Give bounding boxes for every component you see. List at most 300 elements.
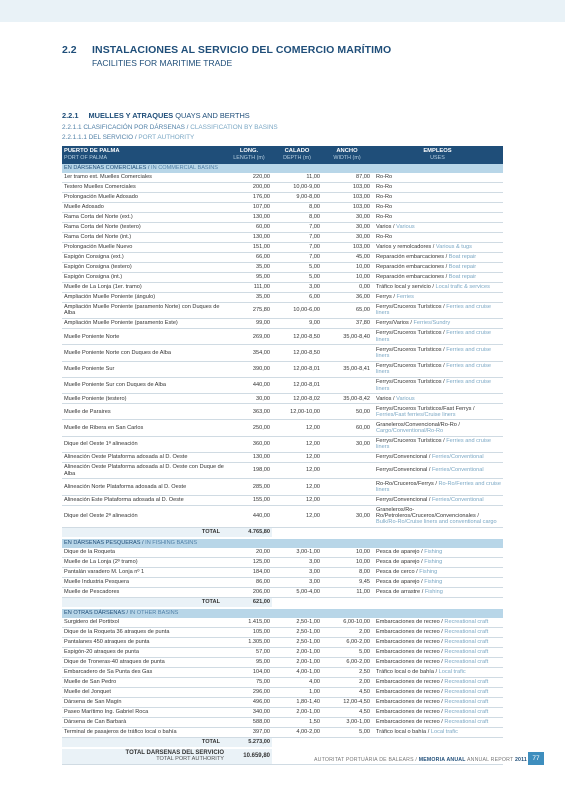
footer-report: MEMORIA ANUAL — [418, 757, 466, 763]
uses-value: Pesca de aparejo / Fishing — [372, 548, 503, 557]
uses-value: Ferrys/Cruceros Turísticos / Ferries and cruise liners — [372, 377, 503, 393]
use-en: Recreational craft — [444, 629, 489, 636]
section-title-en: IN FISHING BASINS — [145, 540, 198, 547]
use-es: Varios y remolcadores — [376, 244, 432, 251]
use-es: Varios — [376, 224, 392, 231]
grand-total-value: 10.659,80 — [226, 749, 272, 765]
table-row — [62, 377, 503, 393]
depth-value: 10,00-9,00 — [272, 182, 322, 192]
depth-value: 7,00 — [272, 242, 322, 252]
total-filler — [272, 737, 503, 746]
berth-name: Dique del Oeste 2ª alineación — [62, 505, 226, 528]
total-value: 621,00 — [226, 598, 272, 607]
table-row — [62, 627, 503, 637]
table-row — [62, 394, 503, 404]
berth-name: Alineación Este Plataforma adosada al D. Oeste — [62, 495, 226, 505]
berth-name: Muelle del Jonquet — [62, 687, 226, 697]
width-value: 0,00 — [322, 282, 372, 292]
depth-value: 4,00 — [272, 677, 322, 687]
length-value: 66,00 — [226, 252, 272, 262]
section-title-en: IN COMMERCIAL BASINS — [151, 165, 218, 172]
uses-value — [372, 182, 503, 192]
length-value: 105,00 — [226, 627, 272, 637]
length-value: 440,00 — [226, 505, 272, 528]
grand-total-label-es: TOTAL DÁRSENAS DEL SERVICIO — [125, 750, 224, 757]
use-es: Ferrys/Convencional — [376, 496, 428, 503]
length-value: 35,00 — [226, 262, 272, 272]
length-value: 206,00 — [226, 588, 272, 598]
use-es: Ferrys/Cruceros Turísticos — [376, 330, 442, 337]
width-value: 6,00-2,00 — [322, 657, 372, 667]
use-es: Reparación embarcaciones — [376, 274, 445, 281]
depth-value: 12,00-8,50 — [272, 329, 322, 345]
total-filler — [272, 528, 503, 537]
berth-name: Rama Corta del Norte (int.) — [62, 232, 226, 242]
table-row — [62, 329, 503, 345]
use-en: Ferries and cruise liners — [376, 362, 492, 376]
table-row — [62, 505, 503, 528]
width-value: 37,80 — [322, 319, 372, 329]
uses-value: Embarcaciones de recreo / Recreational craft — [372, 687, 503, 697]
uses-value: Varios / Various — [372, 394, 503, 404]
uses-value: Reparación embarcaciones / Boat repair — [372, 272, 503, 282]
use-es: Ro-Ro — [376, 194, 393, 201]
use-en: Ferries and cruise liners — [376, 330, 492, 343]
berth-name: Ampliación Muelle Poniente (paramento Norte) con Duques de Alba — [62, 302, 226, 318]
depth-value: 2,00-1,00 — [272, 647, 322, 657]
length-value: 184,00 — [226, 568, 272, 578]
table-row — [62, 558, 503, 568]
depth-value: 12,00-8,02 — [272, 394, 322, 404]
total-row — [62, 528, 503, 537]
use-es: Pesca de aparejo — [376, 549, 420, 556]
uses-value: Graneleros/Ro-Ro/Petroleros/Cruceros/Convencionales / Bulk/Ro-Ro/Cruise liners and conventional cargo — [372, 505, 503, 528]
berth-name: Paseo Marítimo Ing. Gabriel Roca — [62, 707, 226, 717]
uses-value: Reparación embarcaciones / Boat repair — [372, 262, 503, 272]
depth-value: 4,00-2,00 — [272, 727, 322, 737]
use-es: Ferrys/Convencional — [376, 454, 428, 461]
berth-name: Espigón Consigna (testero) — [62, 262, 226, 272]
total-label: TOTAL — [62, 737, 226, 746]
length-value: 111,00 — [226, 282, 272, 292]
use-es: Ro-Ro — [376, 174, 393, 181]
depth-value: 12,00 — [272, 479, 322, 495]
depth-value: 3,00 — [272, 558, 322, 568]
use-en: Ferries/Sundry — [413, 320, 451, 327]
uses-value: Ferrys/Cruceros Turísticos/Fast Ferrys / Ferries/Fast ferries/Cruise liners — [372, 404, 503, 420]
width-value — [322, 377, 372, 393]
length-value: 95,00 — [226, 657, 272, 667]
berth-name: Muelle de La Lonja (1er. tramo) — [62, 282, 226, 292]
use-es: Embarcaciones de recreo — [376, 639, 440, 646]
subsection-number: 2.2.1 — [62, 111, 79, 120]
section-title: EN DÁRSENAS COMERCIALES / IN COMMERCIAL BASINS — [62, 164, 503, 173]
length-value: 198,00 — [226, 462, 272, 478]
berth-name: Pantalanes 450 atraques de punta — [62, 637, 226, 647]
table-row — [62, 252, 503, 262]
table-row — [62, 192, 503, 202]
width-value: 11,00 — [322, 588, 372, 598]
width-value — [322, 453, 372, 463]
use-en: Recreational craft — [444, 709, 489, 716]
width-value: 10,00 — [322, 558, 372, 568]
total-value: 5.273,00 — [226, 737, 272, 746]
length-value: 1.305,00 — [226, 637, 272, 647]
uses-value — [372, 173, 503, 182]
depth-value: 3,00 — [272, 578, 322, 588]
use-es: Reparación embarcaciones — [376, 264, 445, 271]
use-en: Recreational craft — [444, 699, 489, 706]
width-value: 30,00 — [322, 212, 372, 222]
section-title: INSTALACIONES AL SERVICIO DEL COMERCIO MARÍTIMO — [92, 44, 392, 56]
total-value: 4.765,80 — [226, 528, 272, 537]
use-en: Fishing — [424, 579, 443, 586]
depth-value: 12,00 — [272, 505, 322, 528]
berth-name: Muelle de Ribera en San Carlos — [62, 420, 226, 436]
use-en: Various — [396, 224, 415, 231]
berth-name: Dársena de Can Barbarà — [62, 717, 226, 727]
berth-name: Prolongación Muelle Adosado — [62, 192, 226, 202]
section-number: 2.2 — [62, 44, 77, 56]
use-es: Ro-Ro — [376, 184, 393, 191]
depth-value: 7,00 — [272, 252, 322, 262]
length-value: 220,00 — [226, 173, 272, 182]
use-en: Local trafic — [438, 669, 466, 676]
width-value: 6,00-10,00 — [322, 618, 372, 627]
depth-value: 7,00 — [272, 232, 322, 242]
section-title-en: IN OTHER BASINS — [129, 610, 179, 617]
width-value: 10,00 — [322, 548, 372, 557]
width-value — [322, 495, 372, 505]
width-value: 50,00 — [322, 404, 372, 420]
length-value: 75,00 — [226, 677, 272, 687]
service-label-en: PORT AUTHORITY — [138, 134, 195, 141]
table-header — [62, 146, 503, 164]
depth-value: 4,00-1,00 — [272, 667, 322, 677]
footer — [314, 757, 527, 763]
uses-value: Embarcaciones de recreo / Recreational craft — [372, 618, 503, 627]
berth-name: Muelle Industria Pesquera — [62, 578, 226, 588]
section-subtitle: FACILITIES FOR MARITIME TRADE — [92, 58, 233, 68]
berth-name: Terminal de pasajeros de tráfico local o bahía — [62, 727, 226, 737]
uses-value: Embarcaciones de recreo / Recreational craft — [372, 717, 503, 727]
use-es: Varios — [376, 395, 392, 402]
uses-value — [372, 192, 503, 202]
use-es: Embarcaciones de recreo — [376, 679, 440, 686]
width-value: 6,00-2,00 — [322, 637, 372, 647]
uses-value: Ferrys/Convencional / Ferries/Conventional — [372, 495, 503, 505]
table-row — [62, 319, 503, 329]
width-value: 36,00 — [322, 292, 372, 302]
berth-name: Espigón-20 atraques de punta — [62, 647, 226, 657]
depth-value: 5,00 — [272, 262, 322, 272]
use-en: Fishing — [424, 559, 443, 566]
use-es: Ferrys/Cruceros Turísticos — [376, 346, 442, 353]
use-en: Ro-Ro/Ferries and cruise liners — [376, 480, 501, 493]
use-es: Embarcaciones de recreo — [376, 629, 440, 636]
use-es: Ferrys/Cruceros Turísticos — [376, 362, 442, 369]
uses-value — [372, 232, 503, 242]
col-header-width: ANCHO WIDTH (m) — [322, 146, 372, 164]
use-es: Pesca de aparejo — [376, 579, 420, 586]
use-es: Embarcaciones de recreo — [376, 619, 440, 626]
berth-name: Muelle Poniente Sur con Duques de Alba — [62, 377, 226, 393]
use-en: Boat repair — [448, 264, 477, 271]
width-value — [322, 462, 372, 478]
width-value: 30,00 — [322, 505, 372, 528]
table-row — [62, 292, 503, 302]
use-en: Fishing — [419, 569, 438, 576]
table-row — [62, 242, 503, 252]
berth-name: Alineación Oeste Plataforma adosada al D. Oeste con Duque de Alba — [62, 462, 226, 478]
top-band — [0, 0, 565, 22]
table-row — [62, 588, 503, 598]
width-value: 10,00 — [322, 262, 372, 272]
width-value: 2,00 — [322, 627, 372, 637]
uses-value: Reparación embarcaciones / Boat repair — [372, 252, 503, 262]
width-value: 45,00 — [322, 252, 372, 262]
depth-value: 5,00 — [272, 272, 322, 282]
width-value: 87,00 — [322, 173, 372, 182]
table-row — [62, 707, 503, 717]
length-value: 296,00 — [226, 687, 272, 697]
uses-value: Graneleros/Convencional/Ro-Ro / Cargo/Conventional/Ro-Ro — [372, 420, 503, 436]
total-filler — [272, 598, 503, 607]
section-title-es: EN DÁRSENAS COMERCIALES — [64, 165, 147, 172]
use-en: Ferries/Conventional — [431, 467, 484, 474]
length-value: 99,00 — [226, 319, 272, 329]
length-value: 107,00 — [226, 202, 272, 212]
col-header-length: LONG. LENGTH (m) — [226, 146, 272, 164]
width-value: 103,00 — [322, 192, 372, 202]
length-value: 269,00 — [226, 329, 272, 345]
berth-name: Dique del Oeste 1ª alineación — [62, 436, 226, 452]
depth-value: 3,00-1,00 — [272, 548, 322, 557]
table-row — [62, 697, 503, 707]
length-value: 200,00 — [226, 182, 272, 192]
length-value: 35,00 — [226, 292, 272, 302]
depth-value: 7,00 — [272, 222, 322, 232]
depth-value: 11,00 — [272, 173, 322, 182]
length-value: 60,00 — [226, 222, 272, 232]
use-es: Ferrys/Cruceros Turísticos — [376, 379, 442, 386]
use-en: Recreational craft — [444, 659, 489, 666]
width-value: 103,00 — [322, 202, 372, 212]
uses-value: Ferrys/Cruceros Turísticos / Ferries and cruise liners — [372, 302, 503, 318]
col-header-uses: EMPLEOS USES — [372, 146, 503, 164]
use-es: Ro-Ro — [376, 234, 393, 241]
width-value: 5,00 — [322, 647, 372, 657]
width-value: 35,00-8,40 — [322, 329, 372, 345]
uses-value: Embarcaciones de recreo / Recreational craft — [372, 697, 503, 707]
use-en: Ferries/Fast ferries/Cruise liners — [376, 411, 456, 418]
section-row — [62, 539, 503, 548]
use-es: Tráfico local o de bahía — [376, 669, 434, 676]
length-value: 363,00 — [226, 404, 272, 420]
depth-value: 12,00-8,01 — [272, 361, 322, 377]
use-es: Ferrys/Cruceros Turísticos/Fast Ferrys — [376, 405, 472, 412]
classification-heading: 2.2.1.1 CLASIFICACIÓN POR DÁRSENAS / CLASSIFICATION BY BASINS — [62, 124, 278, 131]
use-es: Ro-Ro/Cruceros/Ferrys — [376, 480, 434, 487]
depth-value: 9,00-8,00 — [272, 192, 322, 202]
table-row — [62, 568, 503, 578]
berth-name: Espigón Consigna (int.) — [62, 272, 226, 282]
total-row — [62, 598, 503, 607]
use-en: Ferries/Conventional — [431, 454, 484, 461]
depth-value: 1,00 — [272, 687, 322, 697]
section-title-es: EN OTRAS DÁRSENAS — [64, 610, 125, 617]
length-value: 20,00 — [226, 548, 272, 557]
width-value: 65,00 — [322, 302, 372, 318]
length-value: 130,00 — [226, 212, 272, 222]
berth-name: Prolongación Muelle Nuevo — [62, 242, 226, 252]
uses-value: Pesca de aparejo / Fishing — [372, 578, 503, 588]
use-es: Graneleros/Convencional/Ro-Ro — [376, 421, 457, 428]
berth-name: Muelle de Paraires — [62, 404, 226, 420]
table-row — [62, 282, 503, 292]
depth-value: 8,00 — [272, 212, 322, 222]
uses-value: Pesca de arrastre / Fishing — [372, 588, 503, 598]
width-value: 103,00 — [322, 242, 372, 252]
width-value: 35,00-8,41 — [322, 361, 372, 377]
length-value: 354,00 — [226, 345, 272, 361]
use-en: Ferries/Conventional — [431, 496, 484, 503]
use-es: Tráfico local y servicio — [376, 284, 431, 291]
use-en: Various — [396, 395, 415, 402]
length-value: 250,00 — [226, 420, 272, 436]
use-en: Ferries and cruise liners — [376, 379, 492, 392]
use-en: Recreational craft — [444, 689, 489, 696]
length-value: 496,00 — [226, 697, 272, 707]
table-row — [62, 453, 503, 463]
table-row — [62, 727, 503, 737]
table-row — [62, 173, 503, 182]
table-row — [62, 647, 503, 657]
berth-name: Muelle Poniente (testero) — [62, 394, 226, 404]
table-row — [62, 578, 503, 588]
table-row — [62, 479, 503, 495]
depth-value: 12,00-8,01 — [272, 377, 322, 393]
table-row — [62, 212, 503, 222]
width-value: 103,00 — [322, 182, 372, 192]
length-value: 340,00 — [226, 707, 272, 717]
length-value: 1.415,00 — [226, 618, 272, 627]
use-en: Ferries — [396, 294, 414, 301]
use-es: Tráfico local o bahía — [376, 729, 427, 736]
use-en: Ferries and cruise liners — [376, 346, 492, 359]
use-es: Pesca de arrastre — [376, 589, 421, 596]
berth-name: Dique de Troneras-40 atraques de punta — [62, 657, 226, 667]
table-row — [62, 202, 503, 212]
berth-name: Rama Corta del Norte (ext.) — [62, 212, 226, 222]
berth-name: Dársena de San Magín — [62, 697, 226, 707]
table-row — [62, 345, 503, 361]
depth-value: 12,00-10,00 — [272, 404, 322, 420]
section-row — [62, 609, 503, 618]
use-es: Embarcaciones de recreo — [376, 719, 440, 726]
section-title-es: EN DÁRSENAS PESQUERAS — [64, 540, 141, 547]
use-es: Ferrys/Cruceros Turísticos — [376, 438, 442, 445]
berth-name: Muelle Adosado — [62, 202, 226, 212]
table-row — [62, 302, 503, 318]
depth-value: 1,50 — [272, 717, 322, 727]
uses-value: Ferrys/Convencional / Ferries/Conventional — [372, 453, 503, 463]
uses-value: Varios / Various — [372, 222, 503, 232]
use-en: Recreational craft — [444, 719, 489, 726]
depth-value: 8,00 — [272, 202, 322, 212]
table-row — [62, 272, 503, 282]
use-en: Recreational craft — [444, 679, 489, 686]
use-en: Bulk/Ro-Ro/Cruise liners and conventional cargo — [376, 519, 497, 526]
section-title: EN OTRAS DÁRSENAS / IN OTHER BASINS — [62, 609, 503, 618]
use-es: Embarcaciones de recreo — [376, 699, 440, 706]
footer-year: 2011 — [514, 757, 527, 763]
uses-value: Tráfico local o de bahía / Local trafic — [372, 667, 503, 677]
width-value: 2,50 — [322, 667, 372, 677]
table-row — [62, 182, 503, 192]
length-value: 397,00 — [226, 727, 272, 737]
berth-name: Ampliación Muelle Poniente (ángulo) — [62, 292, 226, 302]
use-es: Ferrys/Convencional — [376, 467, 428, 474]
use-es: Graneleros/Ro-Ro/Petroleros/Cruceros/Convencionales — [376, 506, 476, 520]
length-value: 95,00 — [226, 272, 272, 282]
use-es: Ro-Ro — [376, 204, 393, 211]
berth-name: Muelle de San Pedro — [62, 677, 226, 687]
table-row — [62, 618, 503, 627]
use-en: Boat repair — [448, 254, 477, 261]
depth-value: 1,80-1,40 — [272, 697, 322, 707]
depth-value: 12,00 — [272, 462, 322, 478]
width-value: 9,45 — [322, 578, 372, 588]
use-es: Reparación embarcaciones — [376, 254, 445, 261]
depth-value: 12,00 — [272, 420, 322, 436]
uses-value: Ferrys/Convencional / Ferries/Conventional — [372, 462, 503, 478]
table-row — [62, 717, 503, 727]
width-value: 2,00 — [322, 677, 372, 687]
uses-value — [372, 202, 503, 212]
berth-name: Surgidero del Portitxol — [62, 618, 226, 627]
quays-table — [62, 146, 503, 765]
uses-value: Ro-Ro/Cruceros/Ferrys / Ro-Ro/Ferries and cruise liners — [372, 479, 503, 495]
width-value: 4,50 — [322, 687, 372, 697]
depth-value: 10,00-6,00 — [272, 302, 322, 318]
page-number: 77 — [528, 752, 544, 765]
length-value: 360,00 — [226, 436, 272, 452]
table-row — [62, 420, 503, 436]
use-en: Boat repair — [448, 274, 477, 281]
uses-value — [372, 212, 503, 222]
depth-value: 12,00 — [272, 453, 322, 463]
length-value: 125,00 — [226, 558, 272, 568]
length-value: 86,00 — [226, 578, 272, 588]
depth-value: 9,00 — [272, 319, 322, 329]
berth-name: Embarcadero de Sa Punta des Gas — [62, 667, 226, 677]
uses-value: Embarcaciones de recreo / Recreational craft — [372, 637, 503, 647]
use-es: Ferrys/Cruceros Turísticos — [376, 304, 442, 311]
use-en: Various & tugs — [435, 244, 472, 251]
section-row — [62, 164, 503, 173]
grand-total-label-en: TOTAL PORT AUTHORITY — [156, 756, 224, 763]
table-row — [62, 657, 503, 667]
width-value: 10,00 — [322, 272, 372, 282]
berth-name: 1er tramo ext. Muelles Comerciales — [62, 173, 226, 182]
uses-value: Pesca de aparejo / Fishing — [372, 558, 503, 568]
length-value: 155,00 — [226, 495, 272, 505]
uses-value: Ferrys/Cruceros Turísticos / Ferries and cruise liners — [372, 329, 503, 345]
width-value: 30,00 — [322, 232, 372, 242]
service-heading: 2.2.1.1.1 DEL SERVICIO / PORT AUTHORITY — [62, 134, 195, 141]
use-es: Ro-Ro — [376, 214, 393, 221]
